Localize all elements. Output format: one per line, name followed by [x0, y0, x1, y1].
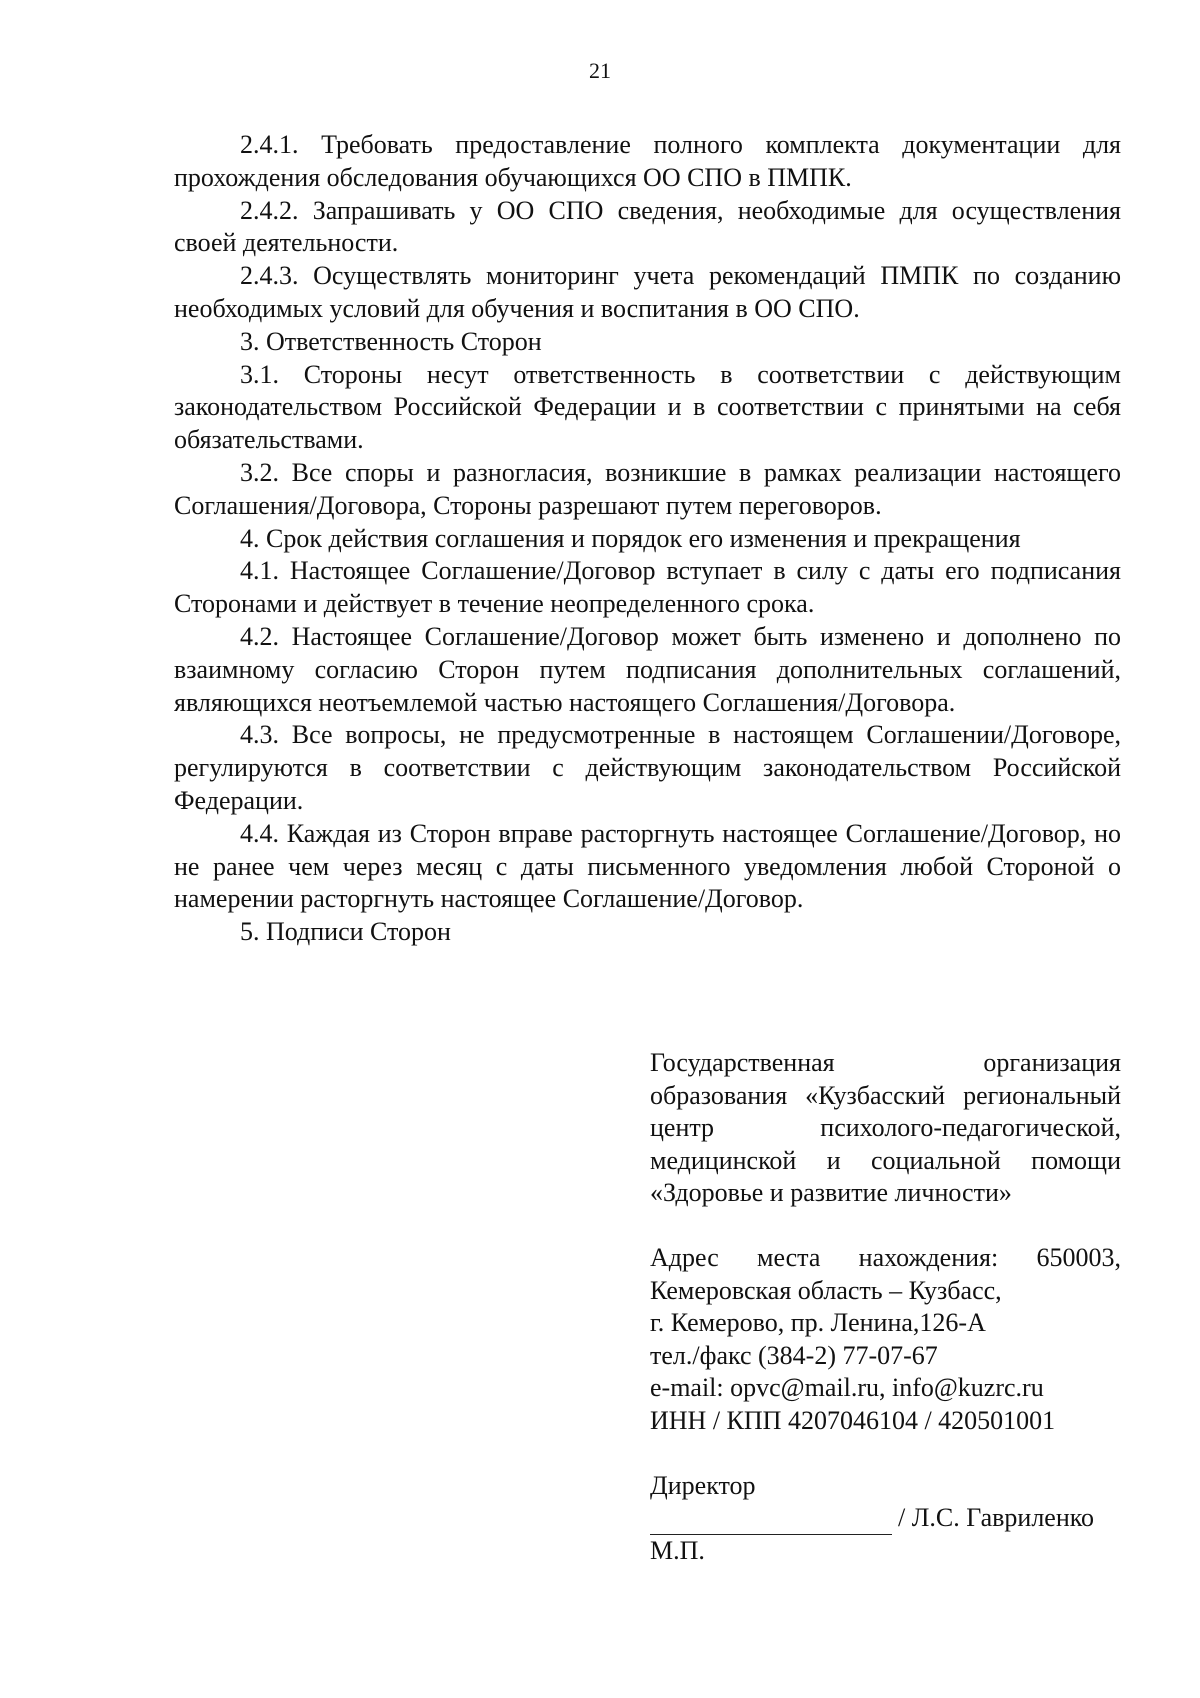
address-line-3: г. Кемерово, пр. Ленина,126-А	[650, 1308, 986, 1338]
clause-3-2: 3.2. Все споры и разногласия, возникшие в рамках реализации настоящего Соглашения/Договора, Стороны разрешают путем переговоров.	[174, 457, 1121, 520]
stamp-place: М.П.	[650, 1535, 705, 1565]
signature-block	[650, 1047, 1121, 1567]
director-title: Директор	[650, 1470, 756, 1500]
signatory-name: / Л.С. Гавриленко	[898, 1503, 1095, 1533]
clause-4-1: 4.1. Настоящее Соглашение/Договор вступает в силу с даты его подписания Сторонами и действует в течение неопределенного срока.	[174, 556, 1121, 619]
spacer	[650, 1210, 1121, 1242]
organization-name: Государственная организация образования «Кузбасский региональный центр психолого-педагогической, медицинской и социальной помощи «Здоровье и развитие личности»	[650, 1048, 1121, 1208]
phone-fax: тел./факс (384-2) 77-07-67	[650, 1340, 938, 1370]
clause-2-4-3: 2.4.3. Осуществлять мониторинг учета рекомендаций ПМПК по созданию необходимых условий для обучения и воспитания в ОО СПО.	[174, 261, 1121, 323]
clause-4-3: 4.3. Все вопросы, не предусмотренные в настоящем Соглашении/Договоре, регулируются в соответствии с действующим законодательством Российской Федерации.	[174, 720, 1121, 815]
inn-kpp: ИНН / КПП 4207046104 / 420501001	[650, 1405, 1056, 1435]
signature-row	[650, 1502, 1121, 1535]
section-3-heading: 3. Ответственность Сторон	[240, 326, 542, 356]
clause-2-4-2: 2.4.2. Запрашивать у ОО СПО сведения, необходимые для осуществления своей деятельности.	[174, 195, 1121, 258]
signature-line	[650, 1510, 892, 1535]
clause-3-1: 3.1. Стороны несут ответственность в соответствии с действующим законодательством Российской Федерации и в соответствии с принятыми на себя обязательствами.	[174, 359, 1121, 455]
page-number: 21	[589, 58, 611, 83]
document-body	[174, 129, 1121, 949]
spacer	[650, 1438, 1121, 1470]
clause-2-4-1: 2.4.1. Требовать предоставление полного комплекта документации для прохождения обследования обучающихся ОО СПО в ПМПК.	[174, 130, 1121, 192]
address-line-1: Адрес места нахождения: 650003,	[650, 1242, 1121, 1272]
section-5-heading: 5. Подписи Сторон	[240, 917, 451, 947]
section-4-heading: 4. Срок действия соглашения и порядок его изменения и прекращения	[240, 523, 1021, 553]
email-line: e-mail: opvc@mail.ru, info@kuzrc.ru	[650, 1373, 1044, 1403]
clause-4-2: 4.2. Настоящее Соглашение/Договор может быть изменено и дополнено по взаимному согласию Сторон путем подписания дополнительных соглашений, являющихся неотъемлемой частью настоящего Соглашения/Договора.	[174, 621, 1121, 717]
address-line-2: Кемеровская область – Кузбасс,	[650, 1275, 1002, 1305]
clause-4-4: 4.4. Каждая из Сторон вправе расторгнуть настоящее Соглашение/Договор, но не ранее чем через месяц с даты письменного уведомления любой Стороной о намерении расторгнуть настоящее Соглашение/Договор.	[174, 818, 1121, 914]
